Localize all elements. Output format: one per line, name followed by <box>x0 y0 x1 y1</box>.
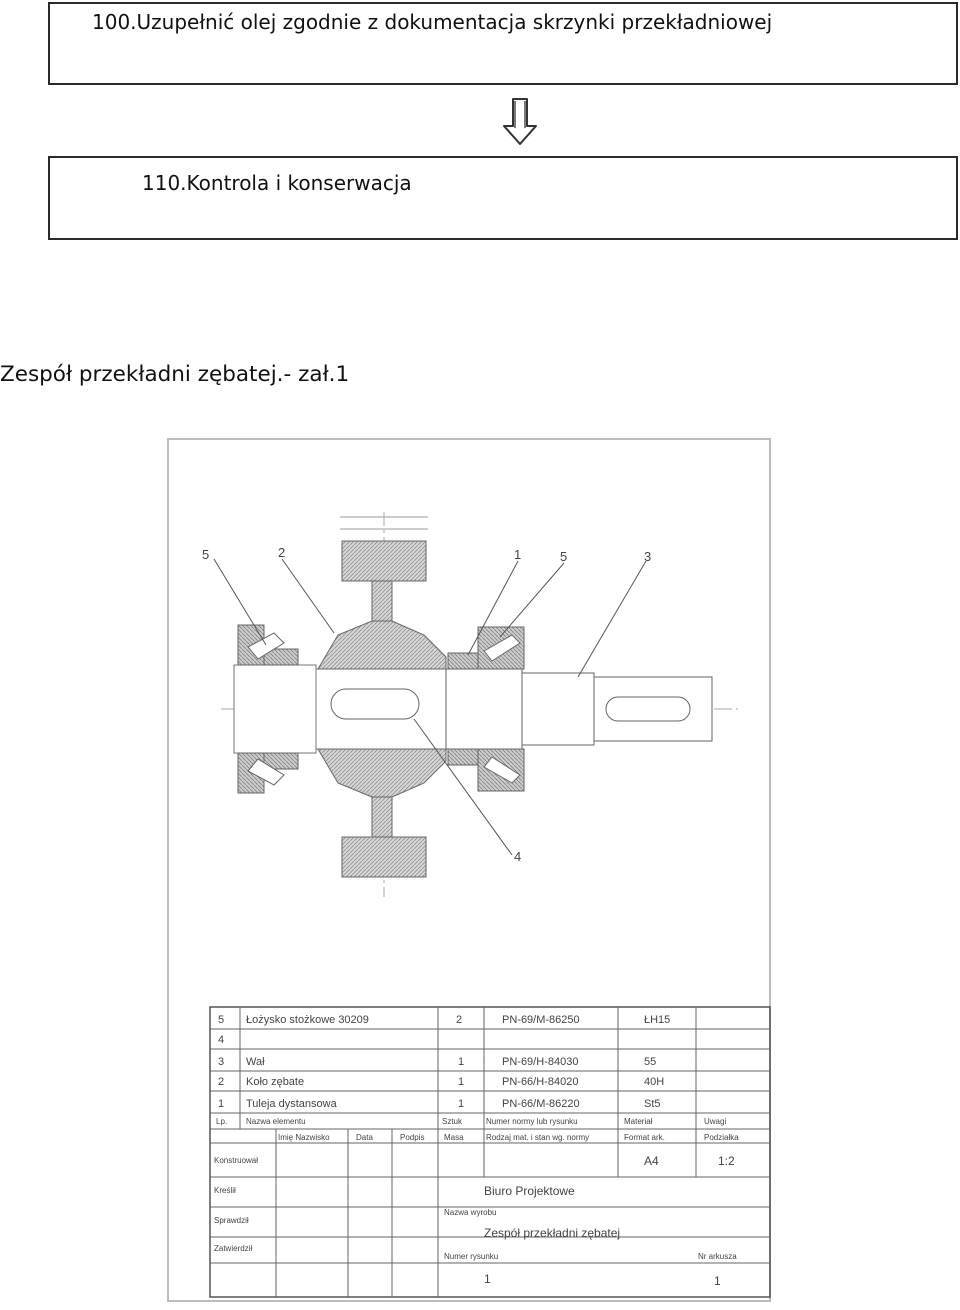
tb-drawing-no: 1 <box>484 1272 491 1286</box>
callout-label: 1 <box>514 547 522 562</box>
tb-product-name: Zespół przekładni zębatej <box>484 1226 621 1240</box>
part-name: Wał <box>246 1056 265 1068</box>
part-lp: 1 <box>218 1098 225 1110</box>
part-lp: 5 <box>218 1014 225 1026</box>
gear-assembly-drawing <box>166 437 772 1303</box>
part-qty: 1 <box>458 1056 465 1068</box>
tb-sheet-no: 1 <box>714 1274 721 1288</box>
callout-label: 2 <box>278 545 286 560</box>
callout-label: 5 <box>560 549 568 564</box>
part-name: Tuleja dystansowa <box>246 1098 337 1110</box>
part-lp: 3 <box>218 1056 225 1068</box>
tb-name-label: Nazwa wyrobu <box>444 1208 497 1217</box>
callout-label: 4 <box>514 849 522 864</box>
tb-sheet-label: Nr arkusza <box>698 1252 737 1261</box>
tb-col-label: Masa <box>444 1133 464 1142</box>
tb-col-label: Podpis <box>400 1133 425 1142</box>
part-lp: 4 <box>218 1034 225 1046</box>
header-material: Materiał <box>624 1117 653 1126</box>
callout-label: 3 <box>644 549 652 564</box>
tb-role: Zatwierdził <box>214 1244 253 1253</box>
header-name: Nazwa elementu <box>246 1117 306 1126</box>
part-name: Łożysko stożkowe 30209 <box>246 1014 369 1026</box>
tb-col-label: Format ark. <box>624 1133 665 1142</box>
step-100-text: 100.Uzupełnić olej zgodnie z dokumentacja skrzynki przekładniowej <box>92 10 773 34</box>
header-lp: Lp. <box>216 1117 228 1126</box>
part-material: ŁH15 <box>644 1014 671 1026</box>
tb-col-label: Rodzaj mat. i stan wg. normy <box>486 1133 590 1142</box>
tb-col-label: Podziałka <box>704 1133 739 1142</box>
step-110-box <box>48 156 958 240</box>
part-qty: 1 <box>458 1098 465 1110</box>
callout-label: 5 <box>202 547 210 562</box>
header-norm: Numer normy lub rysunku <box>486 1117 578 1126</box>
tb-col-label: Imię Nazwisko <box>278 1133 330 1142</box>
part-qty: 2 <box>456 1014 463 1026</box>
part-norm: PN-69/M-86250 <box>502 1014 580 1026</box>
tb-scale: 1:2 <box>718 1154 735 1168</box>
part-norm: PN-66/M-86220 <box>502 1098 580 1110</box>
part-name: Koło zębate <box>246 1076 305 1088</box>
part-norm: PN-66/H-84020 <box>502 1076 579 1088</box>
part-norm: PN-69/H-84030 <box>502 1056 579 1068</box>
part-qty: 1 <box>458 1076 465 1088</box>
tb-role: Konstruował <box>214 1156 259 1165</box>
tb-number-label: Numer rysunku <box>444 1252 499 1261</box>
tb-role: Sprawdził <box>214 1216 249 1225</box>
tb-col-label: Data <box>356 1133 373 1142</box>
step-110-text: 110.Kontrola i konserwacja <box>142 171 412 195</box>
down-arrow-icon <box>502 98 538 148</box>
part-lp: 2 <box>218 1076 225 1088</box>
part-material: 55 <box>644 1056 657 1068</box>
part-material: St5 <box>644 1098 661 1110</box>
drawing-caption: Zespół przekładni zębatej.- zał.1 <box>0 362 350 387</box>
header-qty: Sztuk <box>442 1117 463 1126</box>
tb-format: A4 <box>644 1154 659 1168</box>
tb-role: Kreślił <box>214 1186 236 1195</box>
tb-office: Biuro Projektowe <box>484 1184 575 1198</box>
header-notes: Uwagi <box>704 1117 727 1126</box>
part-material: 40H <box>644 1076 665 1088</box>
